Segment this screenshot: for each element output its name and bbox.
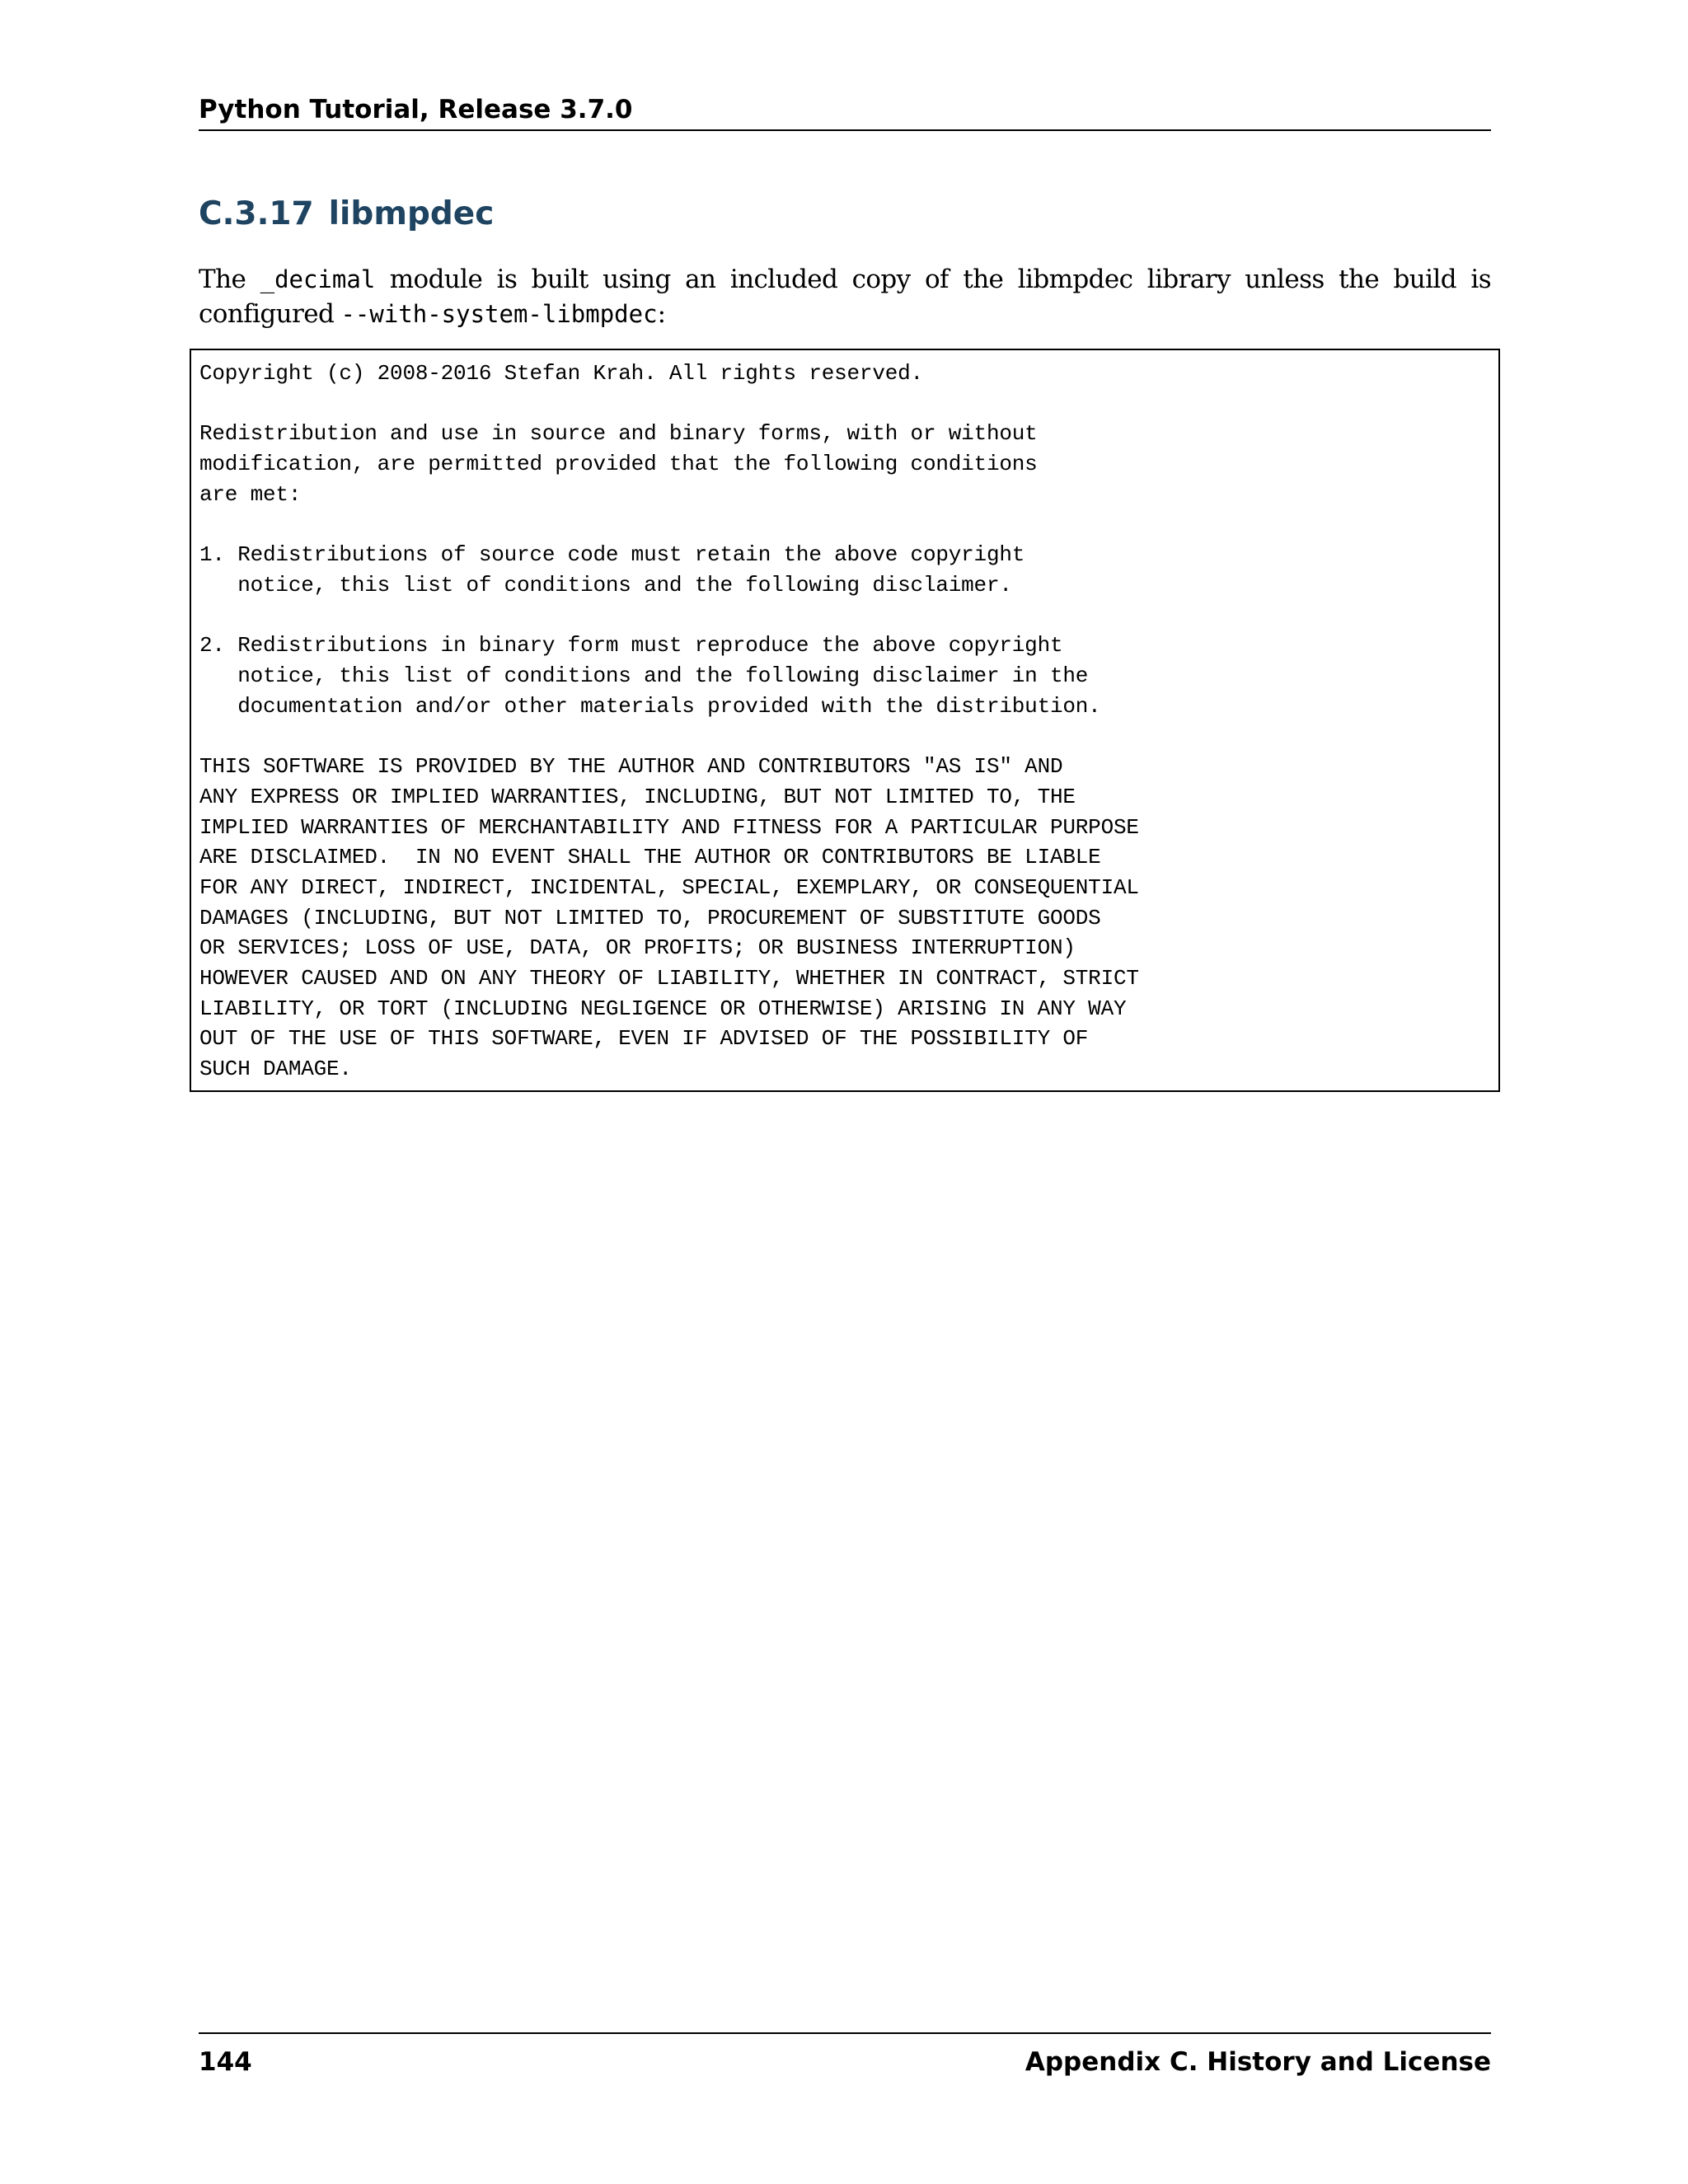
page-header xyxy=(199,93,1491,131)
section-title xyxy=(199,191,494,237)
intro-text-before: The xyxy=(199,265,260,294)
license-code-block xyxy=(190,349,1500,1092)
license-text: Copyright (c) 2008-2016 Stefan Krah. All rights reserved. Redistribution and use in source and binary forms, with or without modification, are permitted provided that the following conditions are met: 1. Redistributions of source code must retain the above copyright notice, this list of conditions and the following disclaimer. 2. Redistributions in binary form must reproduce the above copyright notice, this list of conditions and the following disclaimer in the documentation and/or other materials provided with the distribution. THIS SOFTWARE IS PROVIDED BY THE AUTHOR AND CONTRIBUTORS "AS IS" AND ANY EXPRESS OR IMPLIED WARRANTIES, INCLUDING, BUT NOT LIMITED TO, THE IMPLIED WARRANTIES OF MERCHANTABILITY AND FITNESS FOR A PARTICULAR PURPOSE ARE DISCLAIMED. IN NO EVENT SHALL THE AUTHOR OR CONTRIBUTORS BE LIABLE FOR ANY DIRECT, INDIRECT, INCIDENTAL, SPECIAL, EXEMPLARY, OR CONSEQUENTIAL DAMAGES (INCLUDING, BUT NOT LIMITED TO, PROCUREMENT OF SUBSTITUTE GOODS OR SERVICES; LOSS OF USE, DATA, OR PROFITS; OR BUSINESS INTERRUPTION) HOWEVER CAUSED AND ON ANY THEORY OF LIABILITY, WHETHER IN CONTRACT, STRICT LIABILITY, OR TORT (INCLUDING NEGLIGENCE OR OTHERWISE) ARISING IN ANY WAY OUT OF THE USE OF THIS SOFTWARE, EVEN IF ADVISED OF THE POSSIBILITY OF SUCH DAMAGE. xyxy=(199,361,1139,1082)
header-title: Python Tutorial, Release 3.7.0 xyxy=(199,95,633,124)
intro-text-after: : xyxy=(657,299,666,329)
section-number: C.3.17 xyxy=(199,195,314,232)
section-title-text: libmpdec xyxy=(328,195,495,232)
page-footer xyxy=(199,2032,1491,2082)
footer-page-number: 144 xyxy=(199,2047,252,2077)
option-code: --with-system-libmpdec xyxy=(340,300,658,328)
module-code: _decimal xyxy=(260,265,376,293)
footer-chapter: Appendix C. History and License xyxy=(1025,2047,1491,2077)
intro-paragraph xyxy=(199,262,1491,331)
intro-text-middle: module is built using an included copy of the libmpdec library unless the build is configured xyxy=(199,265,1491,329)
